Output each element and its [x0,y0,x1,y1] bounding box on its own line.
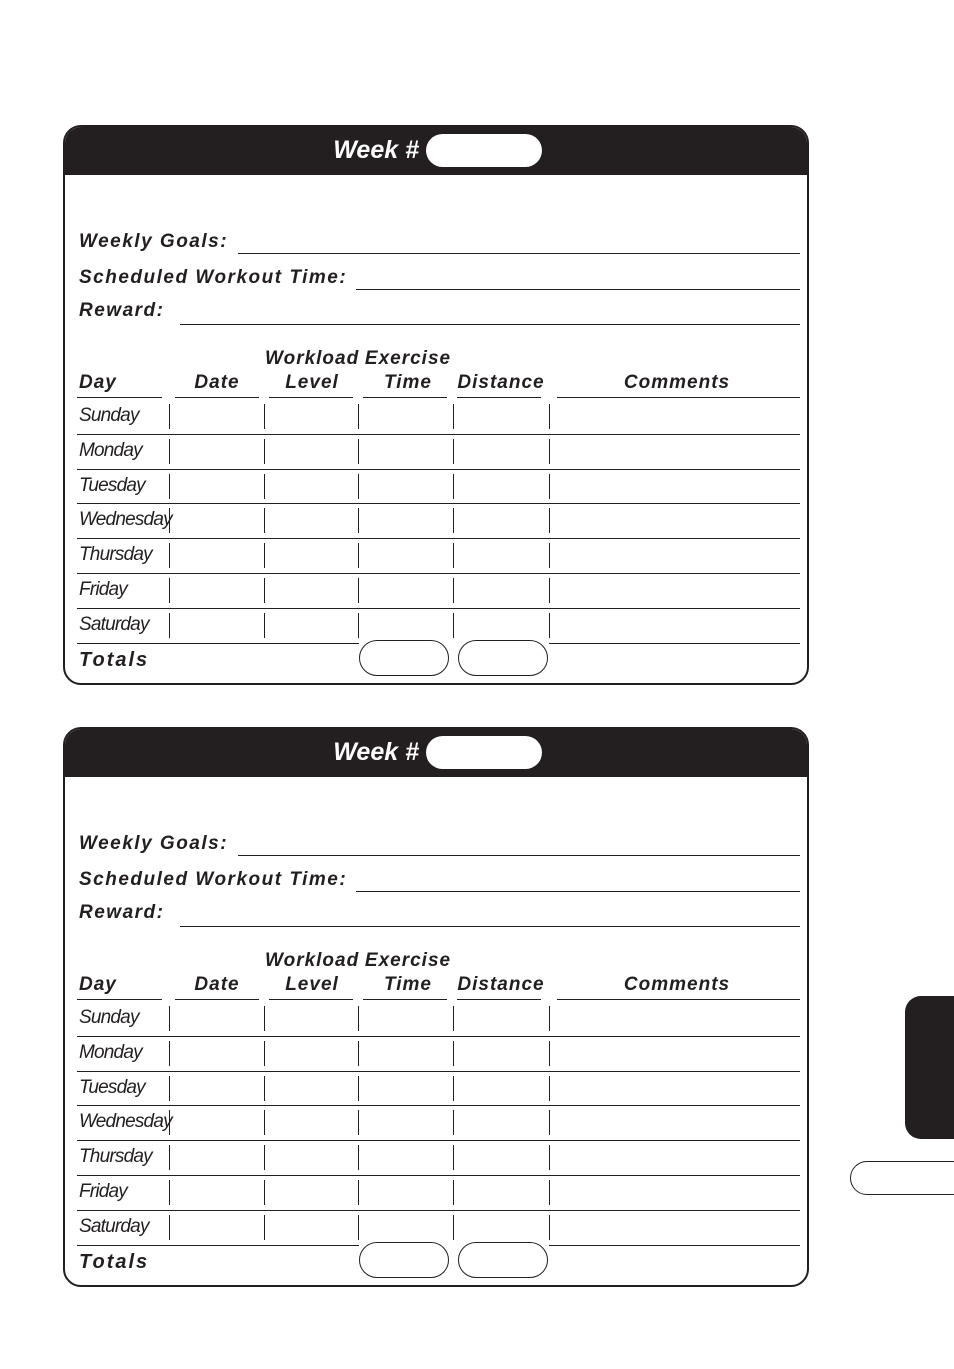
exercise-time-total-field[interactable] [359,640,449,676]
cell-divider [358,613,359,638]
cell-divider [549,404,550,429]
cell-divider [549,508,550,533]
header-underline [269,999,353,1000]
cell-divider [549,474,550,499]
reward-field[interactable] [180,324,800,325]
cell-divider [169,474,170,499]
cell-divider [358,439,359,464]
day-row-line[interactable] [169,643,359,644]
cell-divider [453,439,454,464]
day-label: Friday [79,1181,127,1202]
day-row-line[interactable] [77,503,800,504]
col-header-exercise: Exercise [364,348,452,369]
totals-label: Totals [79,649,150,671]
cell-divider [549,1215,550,1240]
day-label: Wednesday [79,509,172,531]
week-log-card [63,727,809,1287]
cell-divider [549,439,550,464]
cell-divider [549,1006,550,1031]
col-header-day: Day [79,974,117,995]
col-header-exercise: Exercise [364,950,452,971]
col-header-workload: Workload [265,348,360,369]
cell-divider [549,578,550,603]
cell-divider [549,543,550,568]
page-number-oval [850,1161,954,1195]
cell-divider [264,578,265,603]
cell-divider [549,1076,550,1101]
day-row-line[interactable] [77,608,800,609]
cell-divider [358,1041,359,1066]
chapter-tab [905,996,954,1139]
col-header-date: Date [194,974,240,995]
col-header-workload: Workload [265,950,360,971]
scheduled-workout-time-field[interactable] [356,891,800,892]
cell-divider [453,613,454,638]
header-underline [77,397,162,398]
cell-divider [453,1145,454,1170]
header-underline [363,397,447,398]
day-row-line[interactable] [77,1071,800,1072]
day-row-line[interactable] [77,434,800,435]
cell-divider [264,1110,265,1135]
day-row-line[interactable] [77,1175,800,1176]
day-label: Tuesday [79,1076,145,1098]
totals-label: Totals [79,1251,150,1273]
cell-divider [453,1041,454,1066]
week-number-field[interactable] [426,134,542,167]
cell-divider [169,1110,170,1135]
distance-total-field[interactable] [458,640,548,676]
cell-divider [169,1076,170,1101]
week-banner [65,127,807,175]
cell-divider [169,543,170,568]
col-header-day: Day [79,372,117,393]
day-label: Sunday [79,405,139,426]
scheduled-workout-time-label: Scheduled Workout Time: [79,869,348,890]
day-row-line [77,643,169,644]
distance-total-field[interactable] [458,1242,548,1278]
col-header-date: Date [194,372,240,393]
col-header-level: Level [285,974,339,995]
cell-divider [169,439,170,464]
cell-divider [169,613,170,638]
header-underline [269,397,353,398]
day-label: Monday [79,439,142,461]
cell-divider [453,508,454,533]
weekly-goals-field[interactable] [238,855,800,856]
scheduled-workout-time-label: Scheduled Workout Time: [79,267,348,288]
cell-divider [358,474,359,499]
cell-divider [264,1076,265,1101]
cell-divider [264,613,265,638]
day-row-line[interactable] [77,1105,800,1106]
cell-divider [358,1180,359,1205]
header-underline [457,397,541,398]
scheduled-workout-time-field[interactable] [356,289,800,290]
cell-divider [453,404,454,429]
cell-divider [264,474,265,499]
reward-label: Reward: [79,300,165,321]
cell-divider [549,1041,550,1066]
cell-divider [264,1180,265,1205]
day-label: Wednesday [79,1111,172,1133]
day-row-line[interactable] [77,1036,800,1037]
col-header-distance: Distance [457,372,545,393]
cell-divider [264,1006,265,1031]
cell-divider [453,543,454,568]
day-row-line[interactable] [77,538,800,539]
week-number-field[interactable] [426,736,542,769]
cell-divider [169,578,170,603]
exercise-time-total-field[interactable] [359,1242,449,1278]
cell-divider [453,474,454,499]
header-underline [175,397,259,398]
cell-divider [169,1041,170,1066]
header-underline [175,999,259,1000]
cell-divider [169,404,170,429]
header-underline [457,999,541,1000]
cell-divider [453,1215,454,1240]
header-underline [77,999,162,1000]
header-underline [557,397,800,398]
col-header-comments: Comments [623,974,731,995]
cell-divider [358,508,359,533]
day-label: Saturday [79,613,149,635]
day-row-line[interactable] [549,1245,800,1246]
cell-divider [549,1180,550,1205]
day-row-line[interactable] [77,1210,800,1211]
day-row-line[interactable] [77,573,800,574]
cell-divider [358,543,359,568]
day-row-line[interactable] [77,469,800,470]
week-number-label: Week # [333,738,419,766]
cell-divider [453,578,454,603]
cell-divider [453,1006,454,1031]
day-row-line[interactable] [169,1245,359,1246]
cell-divider [264,1215,265,1240]
cell-divider [169,508,170,533]
col-header-level: Level [285,372,339,393]
cell-divider [264,439,265,464]
day-row-line[interactable] [77,1140,800,1141]
cell-divider [264,543,265,568]
day-label: Thursday [79,544,152,566]
cell-divider [264,1041,265,1066]
col-header-time: Time [383,974,432,995]
weekly-goals-label: Weekly Goals: [79,231,229,252]
col-header-time: Time [383,372,432,393]
cell-divider [169,1215,170,1240]
day-label: Monday [79,1041,142,1063]
cell-divider [358,1110,359,1135]
day-label: Saturday [79,1215,149,1237]
cell-divider [264,404,265,429]
cell-divider [549,613,550,638]
week-banner [65,729,807,777]
col-header-comments: Comments [623,372,731,393]
day-label: Sunday [79,1007,139,1028]
cell-divider [453,1110,454,1135]
cell-divider [358,578,359,603]
day-label: Friday [79,579,127,600]
weekly-goals-field[interactable] [238,253,800,254]
day-label: Thursday [79,1146,152,1168]
cell-divider [169,1006,170,1031]
cell-divider [358,1006,359,1031]
header-underline [557,999,800,1000]
cell-divider [549,1110,550,1135]
reward-label: Reward: [79,902,165,923]
cell-divider [453,1076,454,1101]
weekly-goals-label: Weekly Goals: [79,833,229,854]
week-number-label: Week # [333,136,419,164]
col-header-distance: Distance [457,974,545,995]
cell-divider [358,404,359,429]
week-log-card [63,125,809,685]
reward-field[interactable] [180,926,800,927]
cell-divider [358,1215,359,1240]
cell-divider [264,1145,265,1170]
day-row-line [77,1245,169,1246]
cell-divider [264,508,265,533]
cell-divider [358,1145,359,1170]
cell-divider [549,1145,550,1170]
header-underline [363,999,447,1000]
cell-divider [169,1180,170,1205]
cell-divider [453,1180,454,1205]
day-row-line[interactable] [549,643,800,644]
cell-divider [358,1076,359,1101]
day-label: Tuesday [79,474,145,496]
cell-divider [169,1145,170,1170]
